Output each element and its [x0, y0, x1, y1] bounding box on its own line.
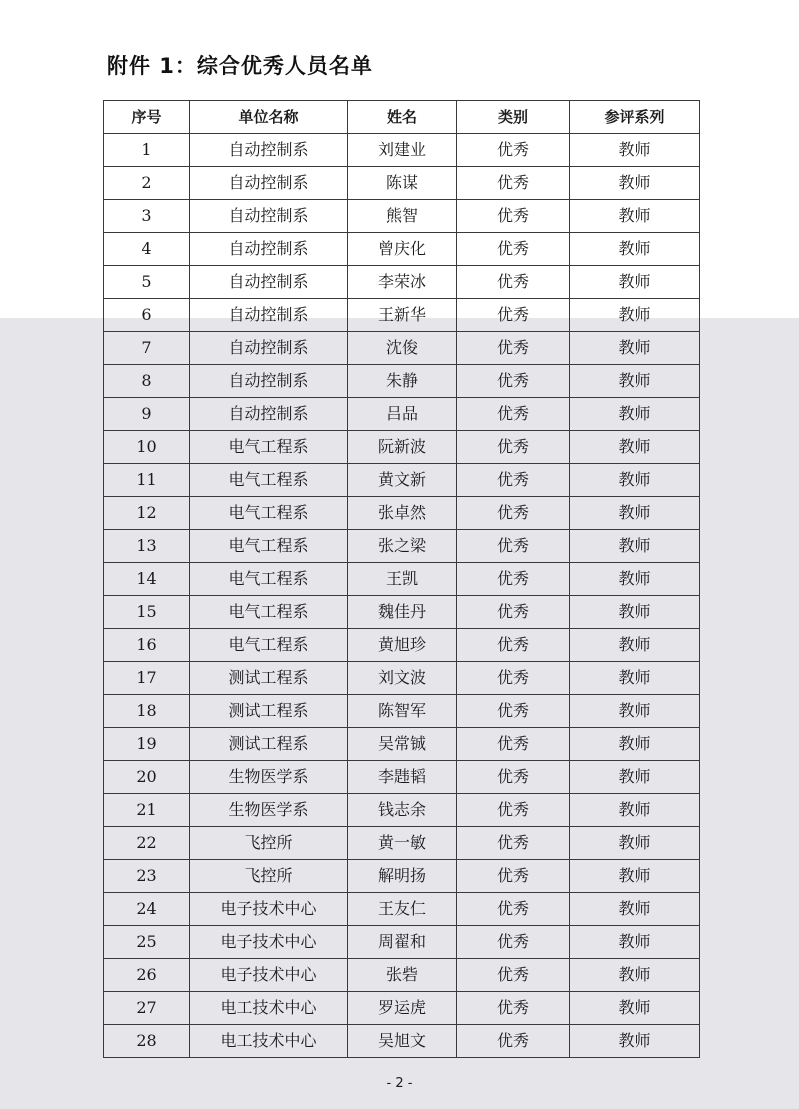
cell-unit: 电气工程系: [190, 497, 348, 530]
cell-category: 优秀: [457, 695, 570, 728]
cell-unit: 电气工程系: [190, 530, 348, 563]
cell-index: 27: [104, 992, 190, 1025]
table-row: [104, 728, 700, 761]
cell-category: 优秀: [457, 200, 570, 233]
cell-name: 陈智军: [348, 695, 457, 728]
cell-series: 教师: [570, 365, 700, 398]
table-row: [104, 893, 700, 926]
table-row: [104, 464, 700, 497]
cell-series: 教师: [570, 200, 700, 233]
cell-name: 陈谋: [348, 167, 457, 200]
cell-name: 吴常铖: [348, 728, 457, 761]
cell-name: 刘文波: [348, 662, 457, 695]
cell-category: 优秀: [457, 860, 570, 893]
table-row: [104, 266, 700, 299]
page-title: 附件 1：综合优秀人员名单: [107, 54, 373, 78]
table-header-row: [104, 101, 700, 134]
cell-index: 2: [104, 167, 190, 200]
cell-category: 优秀: [457, 761, 570, 794]
cell-unit: 自动控制系: [190, 233, 348, 266]
cell-unit: 飞控所: [190, 827, 348, 860]
cell-name: 李韪韬: [348, 761, 457, 794]
cell-series: 教师: [570, 662, 700, 695]
cell-index: 17: [104, 662, 190, 695]
table-row: [104, 860, 700, 893]
cell-series: 教师: [570, 761, 700, 794]
cell-unit: 电气工程系: [190, 563, 348, 596]
cell-index: 4: [104, 233, 190, 266]
cell-category: 优秀: [457, 167, 570, 200]
cell-index: 19: [104, 728, 190, 761]
cell-name: 阮新波: [348, 431, 457, 464]
cell-name: 王新华: [348, 299, 457, 332]
cell-index: 25: [104, 926, 190, 959]
cell-index: 20: [104, 761, 190, 794]
cell-name: 周翟和: [348, 926, 457, 959]
header-index: 序号: [104, 101, 190, 134]
cell-series: 教师: [570, 695, 700, 728]
cell-index: 3: [104, 200, 190, 233]
cell-series: 教师: [570, 332, 700, 365]
table-row: [104, 926, 700, 959]
cell-unit: 电工技术中心: [190, 1025, 348, 1058]
table-row: [104, 431, 700, 464]
cell-category: 优秀: [457, 398, 570, 431]
cell-name: 王凯: [348, 563, 457, 596]
cell-name: 熊智: [348, 200, 457, 233]
cell-name: 张之梁: [348, 530, 457, 563]
cell-unit: 自动控制系: [190, 299, 348, 332]
table-row: [104, 596, 700, 629]
cell-series: 教师: [570, 1025, 700, 1058]
cell-unit: 自动控制系: [190, 167, 348, 200]
header-unit: 单位名称: [190, 101, 348, 134]
cell-series: 教师: [570, 728, 700, 761]
cell-name: 张砦: [348, 959, 457, 992]
cell-name: 王友仁: [348, 893, 457, 926]
table-row: [104, 299, 700, 332]
cell-unit: 生物医学系: [190, 794, 348, 827]
table-row: [104, 398, 700, 431]
cell-category: 优秀: [457, 464, 570, 497]
cell-category: 优秀: [457, 299, 570, 332]
table-row: [104, 992, 700, 1025]
cell-name: 钱志余: [348, 794, 457, 827]
cell-name: 张卓然: [348, 497, 457, 530]
cell-index: 18: [104, 695, 190, 728]
table-row: [104, 332, 700, 365]
cell-unit: 自动控制系: [190, 200, 348, 233]
cell-series: 教师: [570, 134, 700, 167]
cell-category: 优秀: [457, 563, 570, 596]
table-row: [104, 662, 700, 695]
cell-index: 1: [104, 134, 190, 167]
cell-unit: 电子技术中心: [190, 926, 348, 959]
cell-series: 教师: [570, 497, 700, 530]
cell-series: 教师: [570, 926, 700, 959]
cell-index: 21: [104, 794, 190, 827]
cell-series: 教师: [570, 563, 700, 596]
cell-unit: 电工技术中心: [190, 992, 348, 1025]
cell-name: 吕品: [348, 398, 457, 431]
cell-series: 教师: [570, 167, 700, 200]
cell-name: 解明扬: [348, 860, 457, 893]
cell-unit: 测试工程系: [190, 695, 348, 728]
cell-name: 魏佳丹: [348, 596, 457, 629]
cell-series: 教师: [570, 629, 700, 662]
cell-series: 教师: [570, 827, 700, 860]
cell-category: 优秀: [457, 1025, 570, 1058]
cell-series: 教师: [570, 893, 700, 926]
header-category: 类别: [457, 101, 570, 134]
cell-series: 教师: [570, 959, 700, 992]
cell-category: 优秀: [457, 365, 570, 398]
cell-series: 教师: [570, 860, 700, 893]
header-series: 参评系列: [570, 101, 700, 134]
cell-name: 朱静: [348, 365, 457, 398]
header-name: 姓名: [348, 101, 457, 134]
table-row: [104, 200, 700, 233]
cell-category: 优秀: [457, 134, 570, 167]
cell-unit: 电子技术中心: [190, 893, 348, 926]
cell-category: 优秀: [457, 959, 570, 992]
table-row: [104, 497, 700, 530]
cell-category: 优秀: [457, 332, 570, 365]
cell-category: 优秀: [457, 497, 570, 530]
cell-index: 9: [104, 398, 190, 431]
cell-series: 教师: [570, 431, 700, 464]
cell-index: 22: [104, 827, 190, 860]
cell-series: 教师: [570, 266, 700, 299]
cell-unit: 生物医学系: [190, 761, 348, 794]
cell-unit: 电子技术中心: [190, 959, 348, 992]
cell-index: 8: [104, 365, 190, 398]
cell-series: 教师: [570, 596, 700, 629]
table-row: [104, 365, 700, 398]
cell-index: 16: [104, 629, 190, 662]
cell-index: 28: [104, 1025, 190, 1058]
cell-index: 6: [104, 299, 190, 332]
table-row: [104, 134, 700, 167]
table-row: [104, 530, 700, 563]
table-row: [104, 695, 700, 728]
cell-index: 11: [104, 464, 190, 497]
cell-unit: 电气工程系: [190, 431, 348, 464]
cell-category: 优秀: [457, 827, 570, 860]
table-row: [104, 629, 700, 662]
table-row: [104, 563, 700, 596]
cell-series: 教师: [570, 530, 700, 563]
cell-name: 黄旭珍: [348, 629, 457, 662]
table-row: [104, 233, 700, 266]
cell-index: 23: [104, 860, 190, 893]
cell-category: 优秀: [457, 662, 570, 695]
cell-category: 优秀: [457, 233, 570, 266]
cell-series: 教师: [570, 233, 700, 266]
cell-index: 12: [104, 497, 190, 530]
cell-index: 5: [104, 266, 190, 299]
table-row: [104, 794, 700, 827]
cell-unit: 自动控制系: [190, 266, 348, 299]
cell-unit: 飞控所: [190, 860, 348, 893]
cell-category: 优秀: [457, 596, 570, 629]
table-row: [104, 761, 700, 794]
cell-unit: 电气工程系: [190, 464, 348, 497]
cell-series: 教师: [570, 464, 700, 497]
cell-name: 李荣冰: [348, 266, 457, 299]
cell-name: 沈俊: [348, 332, 457, 365]
cell-category: 优秀: [457, 893, 570, 926]
cell-unit: 自动控制系: [190, 332, 348, 365]
cell-name: 罗运虎: [348, 992, 457, 1025]
cell-index: 14: [104, 563, 190, 596]
cell-series: 教师: [570, 398, 700, 431]
cell-category: 优秀: [457, 266, 570, 299]
cell-series: 教师: [570, 992, 700, 1025]
cell-name: 黄一敏: [348, 827, 457, 860]
cell-unit: 测试工程系: [190, 662, 348, 695]
cell-category: 优秀: [457, 431, 570, 464]
cell-name: 吴旭文: [348, 1025, 457, 1058]
table-row: [104, 827, 700, 860]
cell-unit: 自动控制系: [190, 365, 348, 398]
table-row: [104, 167, 700, 200]
cell-unit: 电气工程系: [190, 629, 348, 662]
cell-series: 教师: [570, 794, 700, 827]
cell-name: 黄文新: [348, 464, 457, 497]
cell-category: 优秀: [457, 629, 570, 662]
table-row: [104, 1025, 700, 1058]
cell-category: 优秀: [457, 926, 570, 959]
cell-category: 优秀: [457, 794, 570, 827]
cell-category: 优秀: [457, 992, 570, 1025]
cell-unit: 电气工程系: [190, 596, 348, 629]
cell-unit: 测试工程系: [190, 728, 348, 761]
cell-category: 优秀: [457, 530, 570, 563]
cell-index: 15: [104, 596, 190, 629]
cell-index: 10: [104, 431, 190, 464]
cell-unit: 自动控制系: [190, 134, 348, 167]
cell-index: 7: [104, 332, 190, 365]
cell-unit: 自动控制系: [190, 398, 348, 431]
table-row: [104, 959, 700, 992]
cell-category: 优秀: [457, 728, 570, 761]
cell-index: 13: [104, 530, 190, 563]
cell-name: 刘建业: [348, 134, 457, 167]
personnel-table: [103, 100, 700, 1058]
page-number: - 2 -: [386, 1076, 413, 1091]
cell-series: 教师: [570, 299, 700, 332]
cell-index: 24: [104, 893, 190, 926]
cell-name: 曾庆化: [348, 233, 457, 266]
cell-index: 26: [104, 959, 190, 992]
